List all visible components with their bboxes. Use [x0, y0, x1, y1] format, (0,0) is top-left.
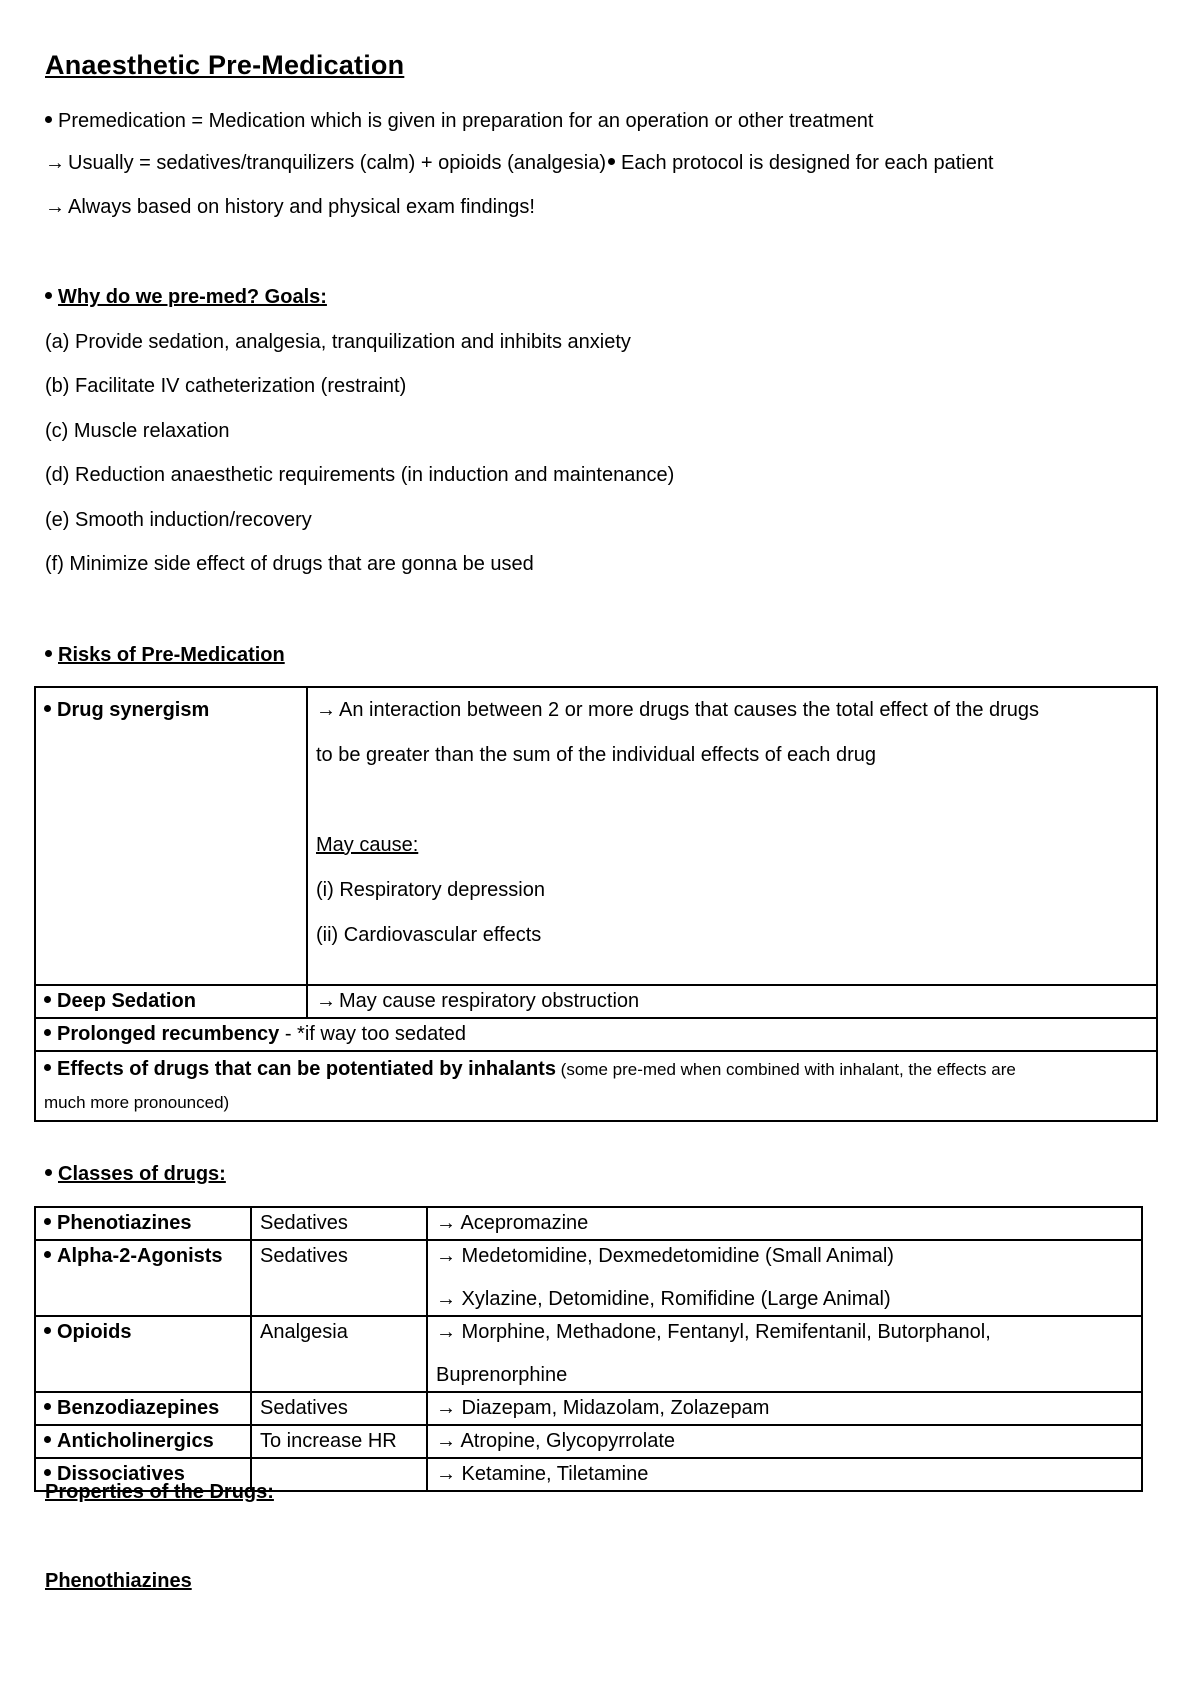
- intro-line-3: [45, 196, 535, 219]
- goals-heading-text: Why do we pre-med? Goals:: [58, 286, 327, 308]
- drug-list-text: → Atropine, Glycopyrrolate: [436, 1430, 675, 1452]
- bullet-icon: [44, 1436, 51, 1443]
- drug-class-cell: [35, 1207, 251, 1240]
- risk-text: - *if way too sedated: [279, 1023, 467, 1045]
- drug-list-cell: [427, 1316, 1142, 1392]
- phenothiazines-heading: Phenothiazines: [45, 1570, 192, 1592]
- risk-label: Deep Sedation: [57, 990, 196, 1012]
- risk-text: much more pronounced): [44, 1093, 230, 1112]
- bullet-icon: [44, 1251, 51, 1258]
- drug-use-cell: [251, 1316, 427, 1392]
- drug-class-name: Alpha-2-Agonists: [57, 1245, 223, 1267]
- drug-list-text: → Medetomidine, Dexmedetomidine (Small Animal): [436, 1245, 894, 1267]
- goal-item: (a) Provide sedation, analgesia, tranquilization and inhibits anxiety: [45, 331, 631, 353]
- intro-text-1: Premedication = Medication which is given in preparation for an operation or other treatment: [58, 110, 874, 132]
- risks-heading: [45, 644, 285, 667]
- drug-list-cell: [427, 1240, 1142, 1316]
- bullet-icon: [44, 1029, 51, 1036]
- drug-use: Analgesia: [260, 1321, 348, 1343]
- table-row: [35, 1425, 1142, 1458]
- drug-list-text: → Ketamine, Tiletamine: [436, 1463, 649, 1485]
- bullet-icon: [44, 1327, 51, 1334]
- risk-description-cell: [307, 687, 1157, 985]
- drug-class-cell: [35, 1392, 251, 1425]
- risk-text: An interaction between 2 or more drugs that causes the total effect of the drugs: [339, 699, 1040, 721]
- risk-text: May cause respiratory obstruction: [339, 990, 640, 1012]
- drug-list-text: → Morphine, Methadone, Fentanyl, Remifentanil, Butorphanol,: [436, 1321, 991, 1343]
- bullet-icon: [44, 1064, 51, 1071]
- drug-use: [260, 1459, 426, 1490]
- drug-use-cell: [251, 1458, 427, 1491]
- table-row: [35, 1207, 1142, 1240]
- risk-full-cell: [35, 1051, 1157, 1121]
- drug-class-name: Opioids: [57, 1321, 132, 1343]
- goal-item: (b) Facilitate IV catheterization (restraint): [45, 375, 407, 397]
- drug-use-cell: [251, 1240, 427, 1316]
- drug-list-cell: [427, 1425, 1142, 1458]
- intro-text-3: Always based on history and physical exam findings!: [68, 196, 535, 218]
- drug-use: Sedatives: [260, 1212, 348, 1234]
- drug-list-text: Buprenorphine: [436, 1364, 568, 1386]
- bullet-icon: [45, 650, 52, 657]
- drug-class-cell: [35, 1240, 251, 1316]
- risk-label: Prolonged recumbency: [57, 1023, 280, 1045]
- goal-item: (d) Reduction anaesthetic requirements (in induction and maintenance): [45, 464, 675, 486]
- risk-effect: (ii) Cardiovascular effects: [316, 924, 542, 946]
- intro-text-2b: Each protocol is designed for each patient: [621, 152, 994, 174]
- goal-item: (c) Muscle relaxation: [45, 420, 230, 442]
- bullet-icon: [44, 1403, 51, 1410]
- drug-use-cell: [251, 1425, 427, 1458]
- bullet-icon: [44, 705, 51, 712]
- risk-full-cell: [35, 1018, 1157, 1051]
- drug-class-cell: [35, 1425, 251, 1458]
- risk-label: Drug synergism: [57, 699, 210, 721]
- risk-label-cell: [35, 687, 307, 985]
- risks-table: [34, 686, 1158, 1122]
- arrow-icon: →: [45, 196, 65, 218]
- drug-use: Sedatives: [260, 1397, 348, 1419]
- risks-heading-text: Risks of Pre-Medication: [58, 644, 285, 666]
- drug-class-name: Benzodiazepines: [57, 1397, 220, 1419]
- table-row: [35, 1316, 1142, 1392]
- goals-heading: [45, 286, 327, 309]
- intro-line-2: [45, 152, 994, 175]
- arrow-icon: →: [316, 699, 336, 721]
- drug-list-text: → Acepromazine: [436, 1212, 589, 1234]
- drug-list-text: → Diazepam, Midazolam, Zolazepam: [436, 1397, 770, 1419]
- page-title: Anaesthetic Pre-Medication: [45, 50, 405, 80]
- table-row: [35, 1018, 1157, 1051]
- table-row: [35, 985, 1157, 1018]
- classes-heading-text: Classes of drugs:: [58, 1163, 226, 1185]
- arrow-icon: →: [316, 990, 336, 1012]
- risk-text: (some pre-med when combined with inhalant, the effects are: [555, 1060, 1016, 1079]
- drug-classes-table: [34, 1206, 1143, 1492]
- risk-effect: (i) Respiratory depression: [316, 879, 545, 901]
- may-cause-label: May cause:: [316, 834, 419, 856]
- drug-use: Sedatives: [260, 1245, 348, 1267]
- intro-text-2: Usually = sedatives/tranquilizers (calm) + opioids (analgesia): [68, 152, 607, 174]
- table-row: [35, 1240, 1142, 1316]
- risk-label-cell: [35, 985, 307, 1018]
- bullet-icon: [44, 996, 51, 1003]
- drug-use-cell: [251, 1207, 427, 1240]
- goal-item: (f) Minimize side effect of drugs that are gonna be used: [45, 553, 534, 575]
- goal-item: (e) Smooth induction/recovery: [45, 509, 312, 531]
- risk-label: Effects of drugs that can be potentiated by inhalants: [57, 1058, 556, 1080]
- classes-heading: [45, 1163, 226, 1186]
- table-row: [35, 687, 1157, 985]
- drug-class-cell: [35, 1316, 251, 1392]
- drug-list-cell: [427, 1458, 1142, 1491]
- bullet-icon: [608, 158, 615, 165]
- properties-heading: Properties of the Drugs:: [45, 1481, 274, 1503]
- table-row: [35, 1051, 1157, 1121]
- table-row: [35, 1392, 1142, 1425]
- risk-description-cell: [307, 985, 1157, 1018]
- drug-class-name: Phenotiazines: [57, 1212, 192, 1234]
- risk-text: to be greater than the sum of the individual effects of each drug: [316, 744, 876, 766]
- drug-use-cell: [251, 1392, 427, 1425]
- bullet-icon: [44, 1218, 51, 1225]
- drug-list-text: → Xylazine, Detomidine, Romifidine (Large Animal): [436, 1288, 891, 1310]
- bullet-icon: [45, 292, 52, 299]
- drug-class-name: Dissociatives: [57, 1463, 185, 1485]
- intro-line-1: [45, 110, 873, 133]
- bullet-icon: [45, 116, 52, 123]
- drug-list-cell: [427, 1207, 1142, 1240]
- drug-class-name: Anticholinergics: [57, 1430, 214, 1452]
- drug-list-cell: [427, 1392, 1142, 1425]
- bullet-icon: [44, 1469, 51, 1476]
- arrow-icon: →: [45, 152, 65, 174]
- drug-use: To increase HR: [260, 1430, 397, 1452]
- bullet-icon: [45, 1169, 52, 1176]
